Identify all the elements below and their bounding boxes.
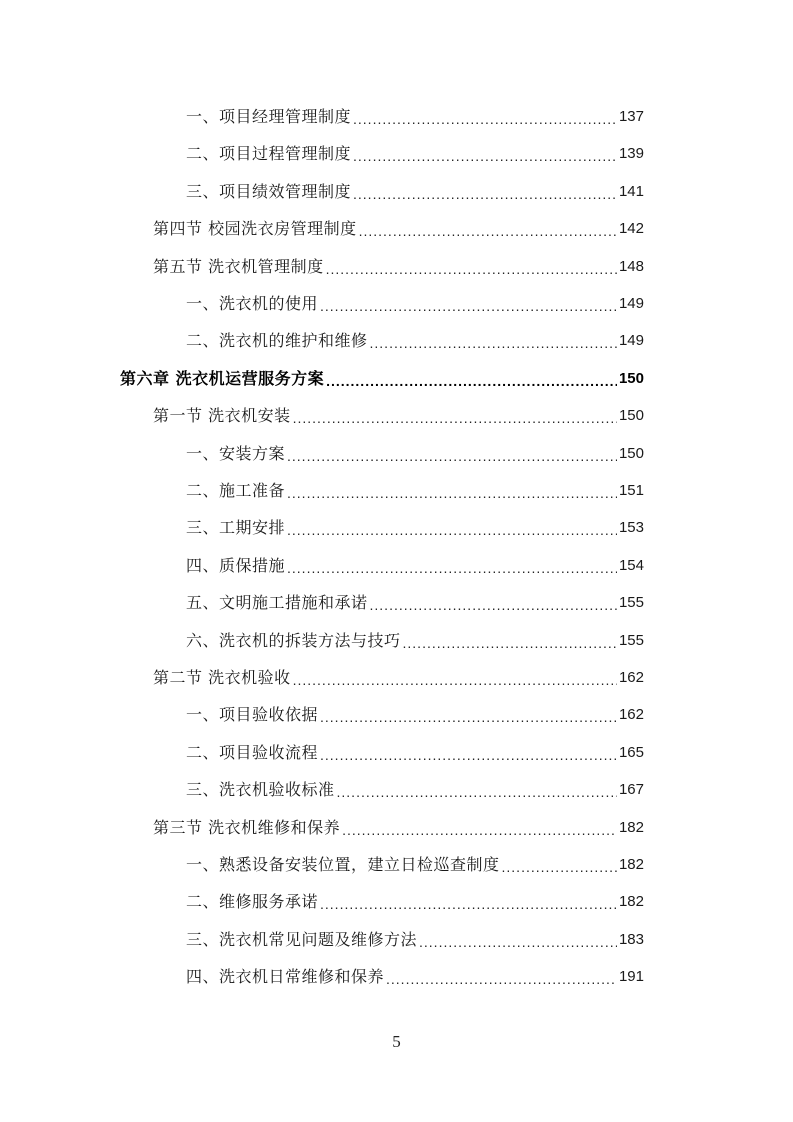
toc-entry-page: 149 <box>618 295 644 312</box>
toc-entry[interactable] <box>153 403 644 429</box>
toc-entry-title: 二、维修服务承诺 <box>186 892 319 912</box>
toc-entry-page: 150 <box>618 444 644 462</box>
toc-entry[interactable] <box>186 179 644 205</box>
dot-leader <box>353 183 617 205</box>
toc-entry[interactable] <box>186 104 644 130</box>
dot-leader <box>337 781 617 803</box>
toc-entry-title: 六、洗衣机的拆装方法与技巧 <box>186 630 401 650</box>
toc-entry-title: 五、文明施工措施和承诺 <box>186 593 368 613</box>
toc-entry-page: 154 <box>618 556 644 574</box>
toc-entry-page: 182 <box>618 856 644 873</box>
toc-entry-title: 三、洗衣机常见问题及维修方法 <box>186 929 418 949</box>
dot-leader <box>386 968 617 990</box>
toc-entry[interactable] <box>186 478 644 504</box>
toc-entry-title: 一、熟悉设备安装位置，建立日检巡查制度 <box>186 855 500 874</box>
dot-leader <box>320 706 617 728</box>
toc-entry[interactable] <box>153 216 644 242</box>
toc-entry-title: 一、洗衣机的使用 <box>186 294 319 313</box>
dot-leader <box>370 332 617 354</box>
dot-leader <box>403 632 617 654</box>
toc-entry[interactable] <box>186 927 644 953</box>
toc-entry[interactable] <box>186 852 644 878</box>
toc-entry-title: 三、项目绩效管理制度 <box>186 181 352 201</box>
toc-entry-page: 165 <box>618 743 644 761</box>
toc-entry-title: 四、质保措施 <box>186 555 286 575</box>
toc-entry-title: 第一节 洗衣机安装 <box>153 406 291 426</box>
toc-entry[interactable] <box>186 702 644 728</box>
toc-entry-title: 三、工期安排 <box>186 518 286 538</box>
toc-entry[interactable] <box>186 777 644 803</box>
toc-entry-page: 162 <box>618 669 644 686</box>
toc-entry-title: 一、项目经理管理制度 <box>186 107 352 126</box>
toc-entry-page: 162 <box>618 706 644 724</box>
toc-entry-page: 183 <box>618 930 644 948</box>
dot-leader <box>370 594 617 616</box>
toc-entry-page: 167 <box>618 781 644 799</box>
toc-entry-page: 150 <box>618 369 644 387</box>
toc-entry-title: 二、项目过程管理制度 <box>186 144 352 164</box>
dot-leader <box>353 145 617 167</box>
toc-entry[interactable] <box>186 590 644 616</box>
toc-entry[interactable] <box>186 740 644 766</box>
toc-entry[interactable] <box>186 628 644 654</box>
toc-entry-page: 150 <box>618 407 644 425</box>
toc-entry-page: 155 <box>618 631 644 649</box>
dot-leader <box>342 819 617 841</box>
dot-leader <box>353 108 617 130</box>
toc-entry-title: 第二节 洗衣机验收 <box>153 668 291 687</box>
toc-entry-title: 第五节 洗衣机管理制度 <box>153 256 324 276</box>
toc-chapter-entry[interactable] <box>120 366 644 392</box>
toc-entry-title: 第六章 洗衣机运营服务方案 <box>120 368 325 388</box>
toc-entry[interactable] <box>186 141 644 167</box>
dot-leader <box>293 669 617 691</box>
toc-entry-title: 四、洗衣机日常维修和保养 <box>186 967 385 987</box>
page-number: 5 <box>392 1032 401 1051</box>
toc-entry[interactable] <box>186 964 644 990</box>
toc-entry-title: 一、安装方案 <box>186 443 286 463</box>
dot-leader <box>320 893 617 915</box>
dot-leader <box>326 370 617 392</box>
dot-leader <box>287 445 617 467</box>
toc-entry[interactable] <box>186 515 644 541</box>
toc-entry-page: 155 <box>618 594 644 612</box>
toc-entry[interactable] <box>153 665 644 691</box>
toc-entry-page: 137 <box>618 108 644 125</box>
toc-entry-page: 141 <box>618 182 644 200</box>
toc-entry[interactable] <box>186 328 644 354</box>
toc-entry[interactable] <box>153 254 644 280</box>
toc-entry-page: 151 <box>618 482 644 499</box>
toc-entry-title: 二、施工准备 <box>186 481 286 500</box>
toc-entry-title: 二、项目验收流程 <box>186 742 319 762</box>
dot-leader <box>320 744 617 766</box>
dot-leader <box>419 931 617 953</box>
toc-entry-title: 第四节 校园洗衣房管理制度 <box>153 219 357 239</box>
toc-entry-page: 182 <box>618 818 644 836</box>
toc-entry[interactable] <box>153 815 644 841</box>
dot-leader <box>287 482 617 504</box>
toc-entry[interactable] <box>186 553 644 579</box>
toc-entry[interactable] <box>186 291 644 317</box>
toc-entry-page: 182 <box>618 893 644 911</box>
toc-entry-page: 139 <box>618 145 644 163</box>
dot-leader <box>359 220 617 242</box>
toc-entry-title: 三、洗衣机验收标准 <box>186 780 335 800</box>
toc-entry-title: 一、项目验收依据 <box>186 705 319 725</box>
dot-leader <box>502 856 617 878</box>
dot-leader <box>326 258 617 280</box>
dot-leader <box>293 407 617 429</box>
toc-entry-title: 二、洗衣机的维护和维修 <box>186 331 368 351</box>
toc-entry[interactable] <box>186 889 644 915</box>
toc-entry-page: 153 <box>618 519 644 537</box>
toc-entry-page: 149 <box>618 332 644 350</box>
dot-leader <box>287 519 617 541</box>
dot-leader <box>287 557 617 579</box>
toc-entry-page: 148 <box>618 257 644 275</box>
toc-entry-title: 第三节 洗衣机维修和保养 <box>153 817 341 837</box>
toc-entry-page: 191 <box>618 968 644 986</box>
toc-entry-page: 142 <box>618 220 644 238</box>
dot-leader <box>320 295 617 317</box>
toc-entry[interactable] <box>186 441 644 467</box>
